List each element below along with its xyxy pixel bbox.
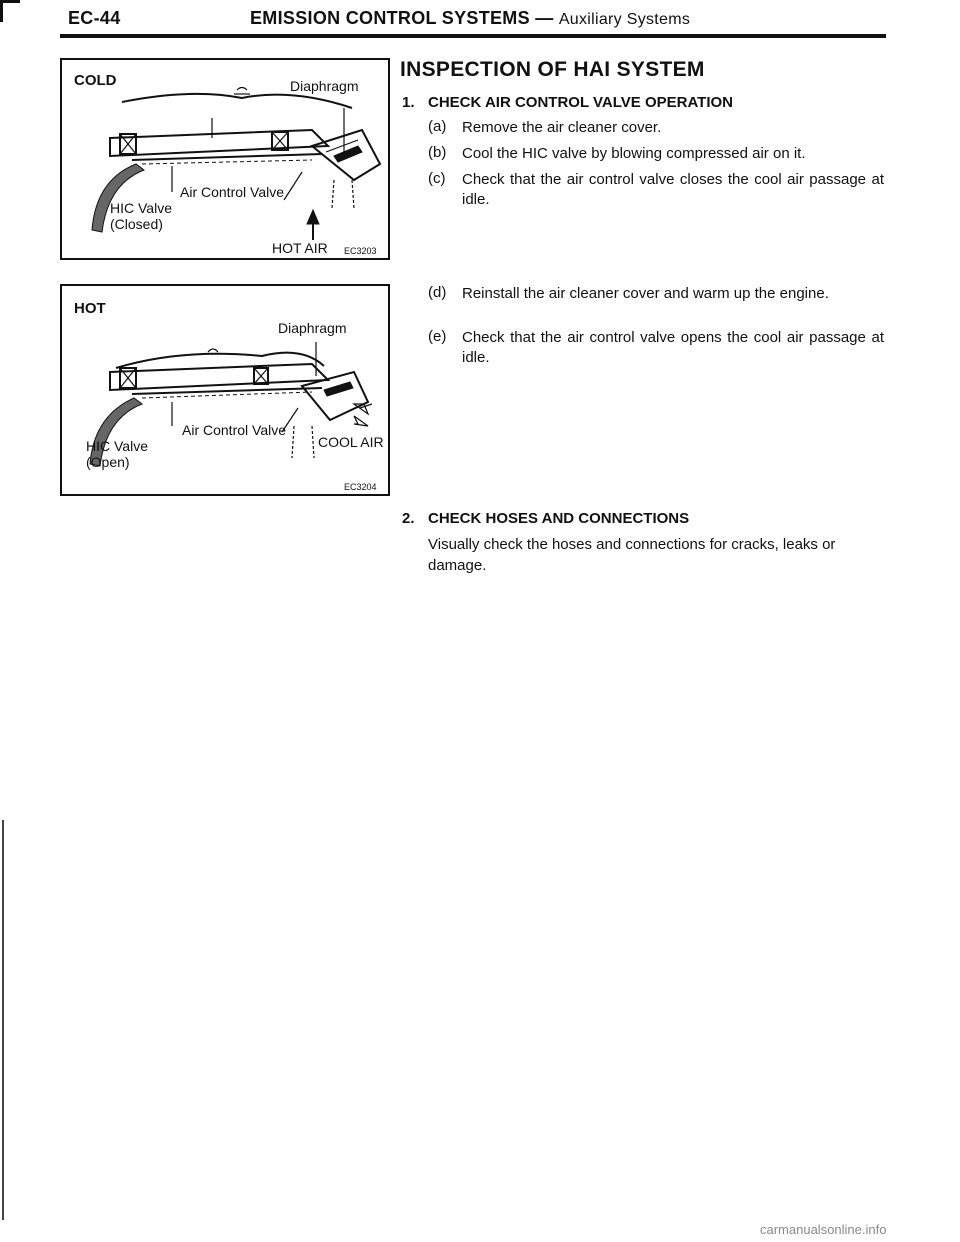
crop-mark-left	[0, 0, 3, 22]
air-control-valve-label: Air Control Valve	[180, 184, 285, 200]
header-rule	[60, 34, 886, 38]
item-letter: (d)	[428, 284, 447, 301]
figure-hot	[60, 284, 390, 496]
item-letter: (a)	[428, 118, 447, 135]
watermark: carmanualsonline.info	[760, 1222, 887, 1237]
diaphragm-label: Diaphragm	[278, 320, 347, 336]
page-number: EC-44	[68, 8, 121, 28]
header-title	[250, 8, 690, 29]
item-text: Reinstall the air cleaner cover and warm up the engine.	[462, 285, 829, 302]
crop-mark-top	[0, 0, 20, 3]
figure-heading: HOT	[74, 300, 106, 317]
binding-line	[2, 820, 4, 1220]
hic-valve-label: HIC Valve	[86, 438, 148, 454]
figure-heading: COLD	[74, 72, 117, 89]
cool-air-label: COOL AIR	[318, 434, 384, 450]
step-text: Visually check the hoses and connections for cracks, leaks or damage.	[428, 536, 836, 574]
header-dash: —	[529, 8, 559, 28]
step-number: 2.	[402, 510, 415, 527]
step-title: CHECK AIR CONTROL VALVE OPERATION	[428, 94, 734, 111]
item-text: Check that the air control valve closes the cool air passage at idle.	[462, 171, 884, 208]
item-letter: (c)	[428, 170, 446, 187]
item-letter: (b)	[428, 144, 447, 161]
diaphragm-label: Diaphragm	[290, 78, 359, 94]
step-number: 1.	[402, 94, 415, 111]
item-text: Check that the air control valve opens the cool air passage at idle.	[462, 329, 884, 366]
air-control-valve-label: Air Control Valve	[182, 422, 287, 438]
item-letter: (e)	[428, 328, 447, 345]
figure-code: EC3203	[344, 246, 377, 256]
item-text: Remove the air cleaner cover.	[462, 119, 662, 136]
figure-code: EC3204	[344, 482, 377, 492]
header-subtitle: Auxiliary Systems	[558, 11, 691, 28]
valve-state-label: (Open)	[86, 454, 130, 470]
header-title-main: EMISSION CONTROL SYSTEMS	[250, 8, 530, 28]
hic-valve-label: HIC Valve	[110, 200, 172, 216]
item-text: Cool the HIC valve by blowing compressed air on it.	[462, 145, 806, 162]
valve-state-label: (Closed)	[110, 216, 163, 232]
step-title: CHECK HOSES AND CONNECTIONS	[428, 510, 690, 527]
figure-cold	[60, 58, 390, 260]
hot-air-label: HOT AIR	[272, 240, 328, 256]
section-title: INSPECTION OF HAI SYSTEM	[400, 58, 705, 81]
